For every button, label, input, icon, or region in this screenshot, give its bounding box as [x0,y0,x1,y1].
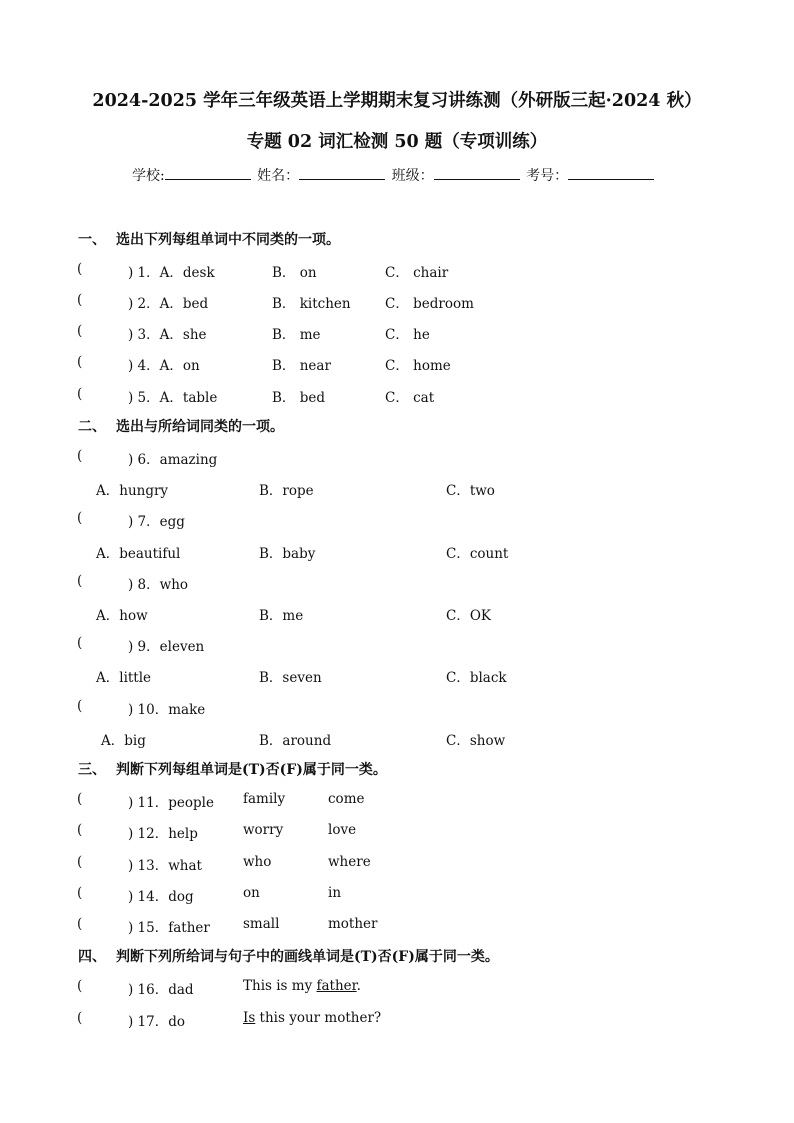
word-2: worry [243,822,284,838]
option-b: B．rope [259,483,314,499]
answer-paren[interactable]: ( [77,448,83,464]
option-c: C．two [446,483,495,499]
section-2-heading: 二、 选出与所给词同类的一项。 [78,419,284,435]
class-blank[interactable] [434,165,520,180]
word-2: small [243,916,280,932]
page-subtitle: 专题 02 词汇检测 50 题（专项训练） [246,132,548,152]
answer-paren[interactable]: ( [77,791,83,807]
option-b: B．seven [259,670,322,686]
answer-paren[interactable]: ( [77,885,83,901]
answer-paren[interactable]: ( [77,916,83,932]
underlined-word: Is [243,1010,256,1026]
option-a: A．how [96,608,148,624]
option-b: B．around [259,733,332,749]
answer-paren[interactable]: ( [77,323,83,339]
answer-paren[interactable]: ( [77,854,83,870]
name-label: 姓名： [257,168,300,184]
option-c: C． bedroom [385,296,474,312]
answer-paren[interactable]: ( [77,978,83,994]
word-2: family [243,791,286,807]
option-c: C． he [385,327,430,343]
option-a: A．hungry [96,483,169,499]
answer-paren[interactable]: ( [77,822,83,838]
sentence: This is my father. [243,978,361,994]
option-b: B． kitchen [272,296,351,312]
option-b: B．baby [259,546,316,562]
school-blank[interactable] [165,165,251,180]
option-a: A．little [96,670,152,686]
option-b: B． near [272,358,331,374]
word-3: mother [328,916,378,932]
answer-paren[interactable]: ( [77,292,83,308]
option-a: A．big [101,733,146,749]
word-2: on [243,885,260,901]
option-c: C．OK [446,608,491,624]
page-title: 2024-2025 学年三年级英语上学期期末复习讲练测（外研版三起·2024 秋） [92,91,702,111]
exam-no-label: 考号： [526,168,569,184]
school-label: 学校: [132,168,165,184]
option-c: C． home [385,358,451,374]
option-b: B． me [272,327,321,343]
word-3: where [328,854,371,870]
option-c: C．show [446,733,506,749]
answer-paren[interactable]: ( [77,1010,83,1026]
option-c: C．black [446,670,507,686]
section-3-heading: 三、 判断下列每组单词是(T)否(F)属于同一类。 [78,762,387,778]
option-b: B．me [259,608,304,624]
class-label: 班级： [391,168,434,184]
answer-paren[interactable]: ( [77,510,83,526]
underlined-word: father [316,978,357,994]
name-blank[interactable] [299,165,385,180]
section-1-heading: 一、 选出下列每组单词中不同类的一项。 [78,232,340,248]
answer-paren[interactable]: ( [77,573,83,589]
option-a: A．beautiful [96,546,181,562]
sentence: Is this your mother? [243,1010,382,1026]
word-2: who [243,854,272,870]
option-c: C．count [446,546,509,562]
answer-paren[interactable]: ( [77,261,83,277]
answer-paren[interactable]: ( [77,354,83,370]
option-b: B． on [272,265,317,281]
exam-no-blank[interactable] [568,165,654,180]
word-3: come [328,791,365,807]
answer-paren[interactable]: ( [77,386,83,402]
word-3: in [328,885,342,901]
answer-paren[interactable]: ( [77,698,83,714]
word-3: love [328,822,357,838]
answer-paren[interactable]: ( [77,635,83,651]
option-b: B． bed [272,390,325,406]
option-c: C． chair [385,265,449,281]
option-c: C． cat [385,390,435,406]
student-info-line [132,165,656,185]
section-4-heading: 四、 判断下列所给词与句子中的画线单词是(T)否(F)属于同一类。 [78,949,499,965]
